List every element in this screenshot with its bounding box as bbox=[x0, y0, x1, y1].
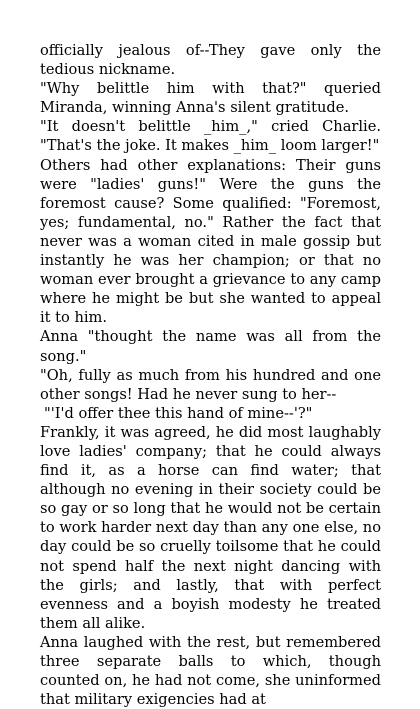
paragraph-4: Others had other explanations: Their guns were "ladies' guns!" Were the guns the foremost cause? Some qualified: "Foremost, yes; fundamental, no." Rather the fact that never was a woman cited in male gossip but instantly he was her champion; or that no woman ever brought a grievance to any camp where he might be but she wanted to appeal it to him. bbox=[40, 156, 381, 327]
paragraph-2: "Why belittle him with that?" queried Miranda, winning Anna's silent gratitude. bbox=[40, 80, 381, 117]
paragraph-7-song-quote: "'I'd offer thee this hand of mine--'?" bbox=[44, 404, 313, 422]
book-page bbox=[40, 41, 381, 709]
paragraph-9: Anna laughed with the rest, but remembered three separate balls to which, though counted on, he had not come, she uninformed that military exigencies had at bbox=[40, 633, 381, 709]
paragraph-3: "It doesn't belittle _him_," cried Charlie. "That's the joke. It makes _him_ loom larger!" bbox=[40, 118, 381, 155]
paragraph-5: Anna "thought the name was all from the song." bbox=[40, 328, 381, 365]
paragraph-8: Frankly, it was agreed, he did most laughably love ladies' company; that he could always find it, as a horse can find water; that although no evening in their society could be so gay or so long that he would not be certain to work harder next day than any one else, no day could be so cruelly toilsome that he could not spend half the next night dancing with the girls; and lastly, that with perfect evenness and a boyish modesty he treated them all alike. bbox=[40, 423, 381, 632]
paragraph-1: officially jealous of--They gave only the tedious nickname. bbox=[40, 42, 381, 79]
paragraph-6: "Oh, fully as much from his hundred and one other songs! Had he never sung to her-- bbox=[40, 366, 381, 403]
